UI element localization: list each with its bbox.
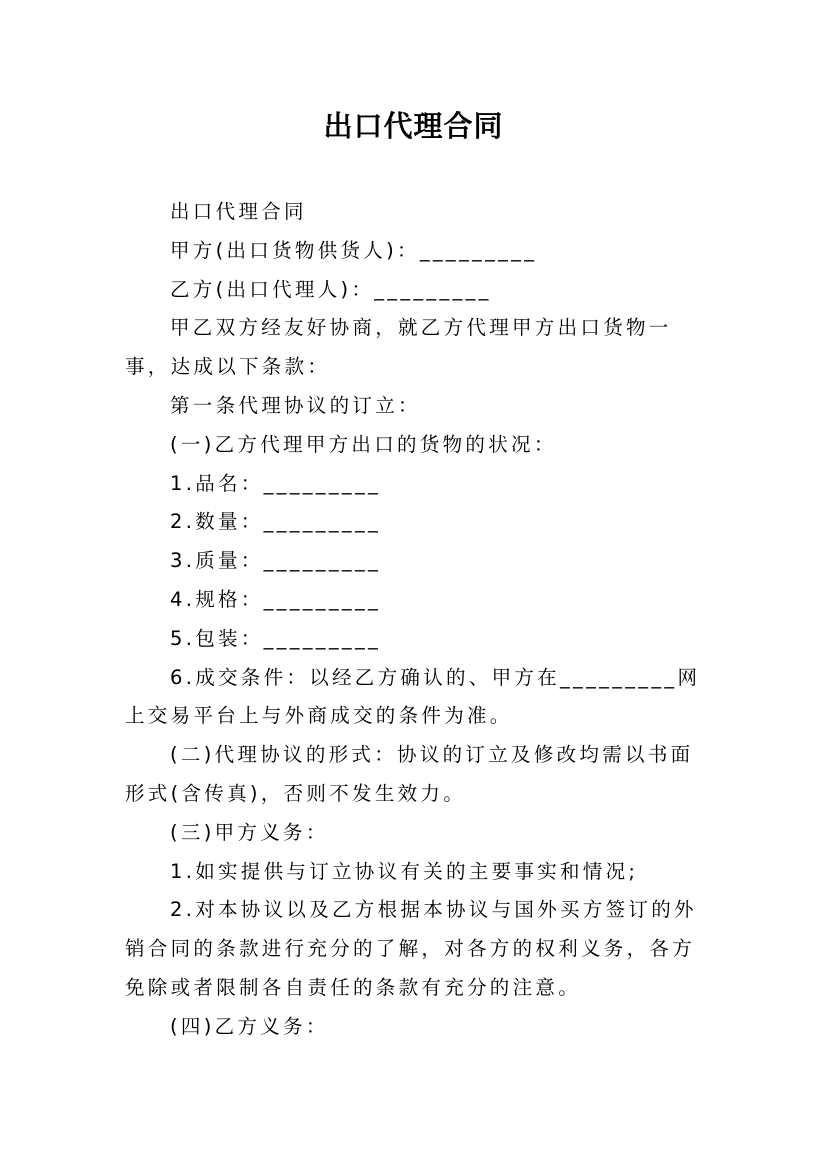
paragraph-preamble: 甲乙双方经友好协商，就乙方代理甲方出口货物一事，达成以下条款： [125,316,672,379]
paragraph-party-b-duties: (四)乙方义务： [170,1014,329,1038]
document-body [125,193,705,1047]
paragraph-contract-heading: 出口代理合同 [170,200,307,223]
paragraph-item-quality: 3.质量：_________ [170,549,382,573]
paragraph-article-1: 第一条代理协议的订立： [170,393,421,417]
paragraph-agreement-form: (二)代理协议的形式：协议的订立及修改均需以书面形式(含传真)，否则不发生效力。 [125,743,694,805]
paragraph-duty-2: 2.对本协议以及乙方根据本协议与国外买方签订的外销合同的条款进行充分的了解，对各方的权利义务，各方免除或者限制各自责任的条款有充分的注意。 [125,898,697,999]
paragraph-trade-terms: 6.成交条件：以经乙方确认的、甲方在_________网上交易平台上与外商成交的条件为准。 [125,665,701,728]
document-title: 出口代理合同 [323,109,504,143]
paragraph-party-a-duties: (三)甲方义务： [170,820,329,844]
paragraph-goods-status: (一)乙方代理甲方出口的货物的状况： [170,432,557,456]
paragraph-item-spec: 4.规格：_________ [170,587,382,611]
paragraph-item-packaging: 5.包装：_________ [170,626,382,650]
paragraph-party-a: 甲方(出口货物供货人)：_________ [170,238,538,262]
paragraph-item-quantity: 2.数量：_________ [170,510,382,534]
paragraph-party-b: 乙方(出口代理人)：_________ [170,277,492,301]
paragraph-duty-1: 1.如实提供与订立协议有关的主要事实和情况; [170,859,639,883]
paragraph-item-name: 1.品名：_________ [170,471,382,495]
